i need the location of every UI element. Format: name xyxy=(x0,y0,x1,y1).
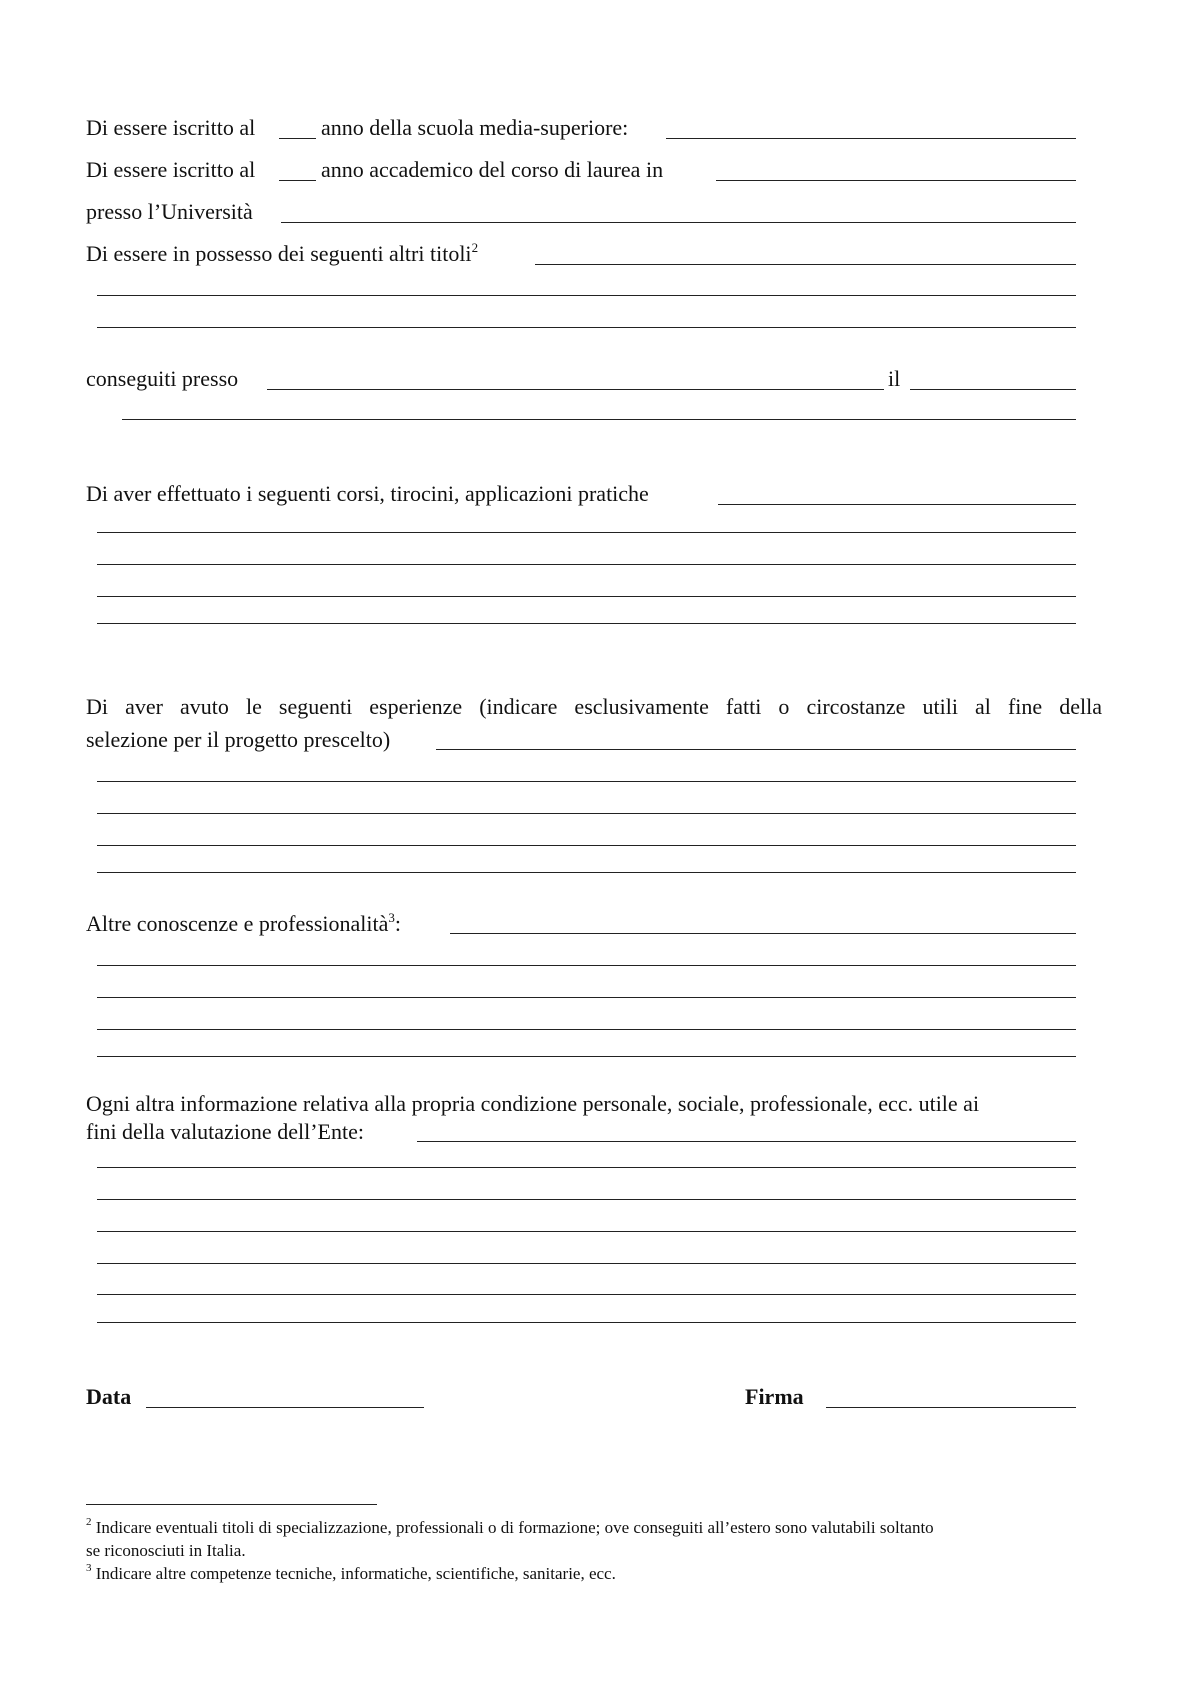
label-scuola-media-superiore: anno della scuola media-superiore: xyxy=(321,115,629,140)
label-iscritto-accademico: Di essere iscritto al xyxy=(86,157,256,182)
field-scuola-media-superiore[interactable] xyxy=(666,138,1076,139)
field-firma[interactable] xyxy=(826,1407,1076,1408)
field-esperienze-line[interactable] xyxy=(97,781,1076,782)
field-corsi-line[interactable] xyxy=(97,623,1076,624)
field-corsi-tirocini[interactable] xyxy=(718,504,1076,505)
footnote-3: $^3$ Indicare altre competenze tecniche, informatiche, scientifiche, sanitarie, ecc. xyxy=(86,1562,616,1583)
field-informazione-line[interactable] xyxy=(97,1167,1076,1168)
field-conseguiti-line[interactable] xyxy=(122,419,1076,420)
field-informazione-line[interactable] xyxy=(97,1294,1076,1295)
label-conseguiti-presso: conseguiti presso xyxy=(86,366,239,391)
field-corsi-line[interactable] xyxy=(97,564,1076,565)
field-conoscenze-line[interactable] xyxy=(97,997,1076,998)
field-esperienze-line[interactable] xyxy=(97,845,1076,846)
footnote-2-continued: se riconosciuti in Italia. xyxy=(86,1541,246,1560)
label-universita: presso l’Università xyxy=(86,199,253,224)
label-valutazione-ente: fini della valutazione dell’Ente: xyxy=(86,1119,364,1144)
field-corsi-line[interactable] xyxy=(97,596,1076,597)
field-corsi-line[interactable] xyxy=(97,532,1076,533)
label-altre-conoscenze: Altre conoscenze e professionalità$^3$: xyxy=(86,909,401,936)
field-conoscenze-line[interactable] xyxy=(97,1056,1076,1057)
label-iscritto-scuola: Di essere iscritto al xyxy=(86,115,256,140)
field-esperienze-line[interactable] xyxy=(97,813,1076,814)
label-esperienze: Di aver avuto le seguenti esperienze (indicare esclusivamente fatti o circostanze utili al fine della xyxy=(86,694,1102,719)
field-informazione-line[interactable] xyxy=(97,1231,1076,1232)
field-esperienze[interactable] xyxy=(436,749,1076,750)
field-anno-accademico[interactable] xyxy=(279,180,316,181)
label-altra-informazione: Ogni altra informazione relativa alla propria condizione personale, sociale, professionale, ecc. utile ai xyxy=(86,1091,980,1116)
field-altri-titoli-line[interactable] xyxy=(97,295,1076,296)
field-data[interactable] xyxy=(146,1407,424,1408)
field-data-conseguimento[interactable] xyxy=(910,389,1076,390)
label-corsi-tirocini: Di aver effettuato i seguenti corsi, tirocini, applicazioni pratiche xyxy=(86,481,649,506)
field-altri-titoli-line[interactable] xyxy=(97,327,1076,328)
footnote-separator xyxy=(86,1504,377,1505)
label-corso-laurea: anno accademico del corso di laurea in xyxy=(321,157,664,182)
field-corso-laurea[interactable] xyxy=(716,180,1076,181)
label-il: il xyxy=(888,366,901,391)
footnote-ref-2: 2 xyxy=(471,239,479,255)
field-universita[interactable] xyxy=(281,222,1076,223)
footnote-ref-3: 3 xyxy=(388,909,395,925)
field-altre-conoscenze[interactable] xyxy=(450,933,1076,934)
field-informazione-line[interactable] xyxy=(97,1263,1076,1264)
field-altra-informazione[interactable] xyxy=(417,1141,1076,1142)
footnote-2: $^2$ Indicare eventuali titoli di specializzazione, professionali o di formazione; ove conseguiti all’estero sono valutabili soltanto xyxy=(86,1516,934,1537)
label-progetto-prescelto: selezione per il progetto prescelto) xyxy=(86,727,391,752)
field-informazione-line[interactable] xyxy=(97,1199,1076,1200)
field-conoscenze-line[interactable] xyxy=(97,965,1076,966)
field-altri-titoli[interactable] xyxy=(535,264,1076,265)
field-conseguiti-presso[interactable] xyxy=(267,389,884,390)
label-altri-titoli: Di essere in possesso dei seguenti altri titoli$^2$ xyxy=(86,239,479,266)
field-informazione-line[interactable] xyxy=(97,1322,1076,1323)
label-data: Data xyxy=(86,1384,132,1409)
field-conoscenze-line[interactable] xyxy=(97,1029,1076,1030)
field-esperienze-line[interactable] xyxy=(97,872,1076,873)
field-anno-scuola[interactable] xyxy=(279,138,316,139)
label-firma: Firma xyxy=(745,1384,804,1409)
